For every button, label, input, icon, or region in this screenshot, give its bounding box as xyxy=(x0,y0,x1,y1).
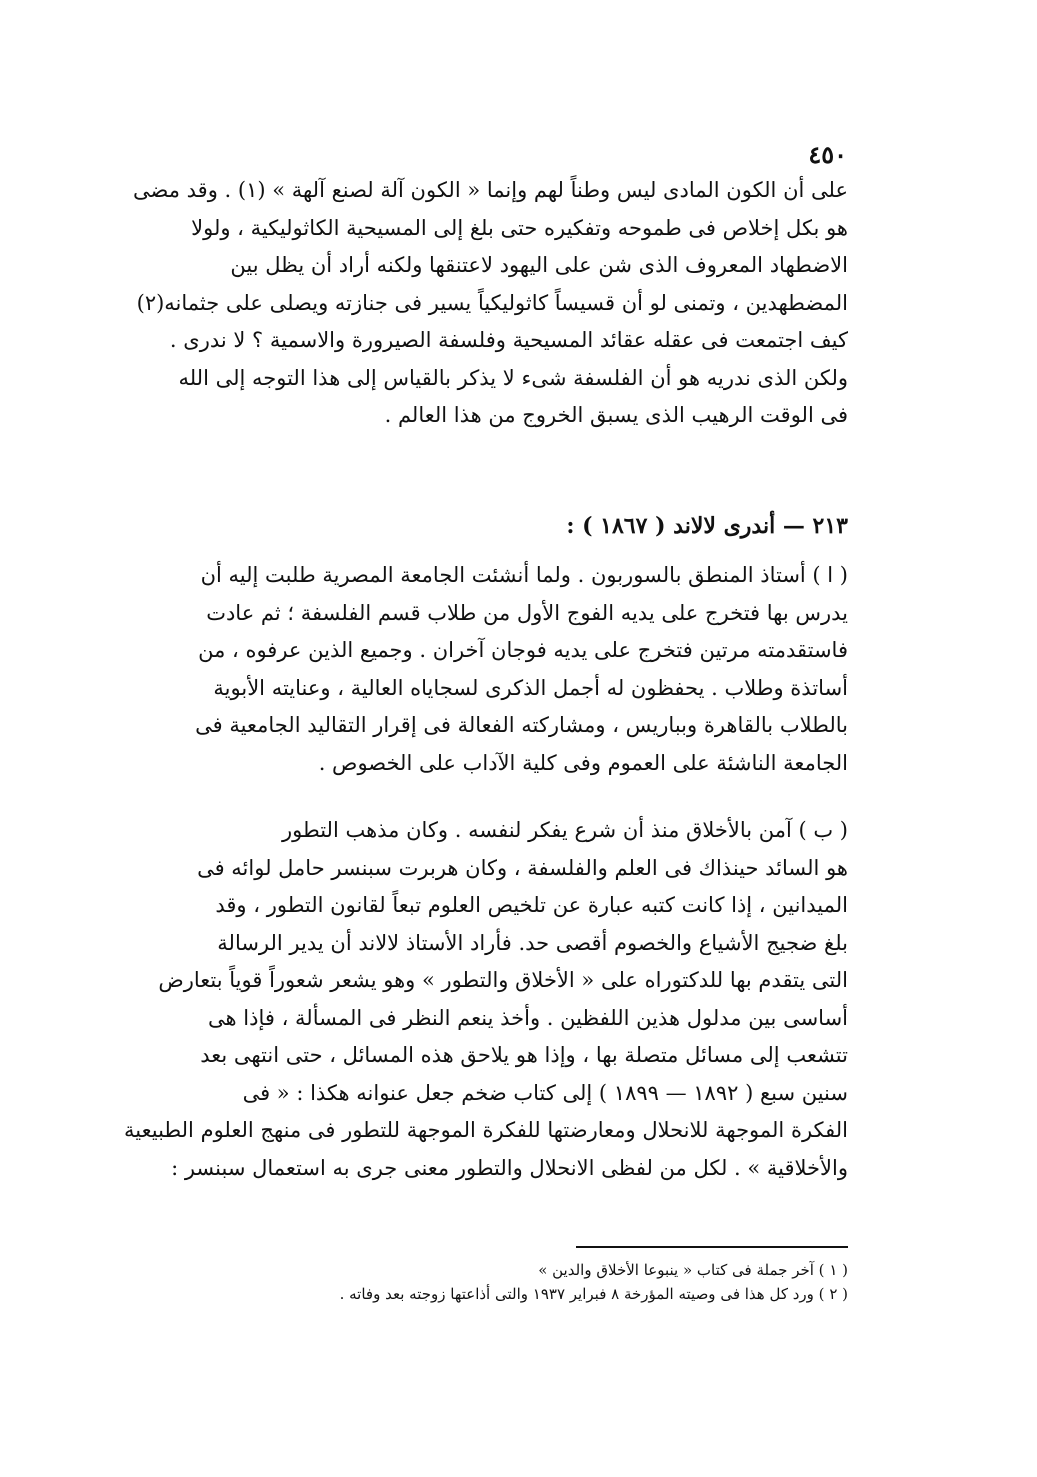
text-line: فى الوقت الرهيب الذى يسبق الخروج من هذا العالم . xyxy=(384,403,848,427)
text-line: على أن الكون المادى ليس وطناً لهم وإنما « الكون آلة لصنع آلهة » (١) . وقد مضى xyxy=(133,178,848,202)
text-line: أساتذة وطلاب . يحفظون له أجمل الذكرى لسجاياه العالية ، وعنايته الأبوية xyxy=(213,675,848,700)
text-line: فاستقدمته مرتين فتخرج على يديه فوجان آخران . وجميع الذين عرفوه ، من xyxy=(198,638,848,662)
text-line: سنين سبع ( ١٨٩٢ — ١٨٩٩ ) إلى كتاب ضخم جعل عنوانه هكذا : « فى xyxy=(242,1080,848,1105)
text-line: بالطلاب بالقاهرة وبباريس ، ومشاركته الفعالة فى إقرار التقاليد الجامعية فى xyxy=(195,713,848,737)
paragraph-a xyxy=(182,557,848,782)
footnote-divider xyxy=(576,1246,848,1248)
text-line: التى يتقدم بها للدكتوراه على « الأخلاق والتطور » وهو يشعر شعوراً قوياً بتعارض xyxy=(158,968,848,992)
text-line: هو السائد حينذاك فى العلم والفلسفة ، وكان هربرت سبنسر حامل لوائه فى xyxy=(197,855,848,880)
footnote-2: ( ٢ ) ورد كل هذا فى وصيته المؤرخة ٨ فبراير ١٩٣٧ والتى أذاعتها زوجته بعد وفاته . xyxy=(339,1285,848,1303)
text-line: ( ا ) أستاذ المنطق بالسوربون . ولما أنشئت الجامعة المصرية طلبت إليه أن xyxy=(200,563,848,587)
paragraph-b xyxy=(124,812,848,1187)
text-line: ( ب ) آمن بالأخلاق منذ أن شرع يفكر لنفسه . وكان مذهب التطور xyxy=(282,818,848,842)
footnotes xyxy=(182,1258,848,1306)
text-line: بلغ ضجيج الأشياع والخصوم أقصى حد. فأراد الأستاذ لالاند أن يدير الرسالة xyxy=(217,930,848,955)
text-line: هو بكل إخلاص فى طموحه وتفكيره حتى بلغ إلى المسيحية الكاثوليكية ، ولولا xyxy=(191,215,848,240)
text-line: يدرس بها فتخرج على يديه الفوج الأول من طلاب قسم الفلسفة ؛ ثم عادت xyxy=(206,600,848,625)
text-line: المضطهدين ، وتمنى لو أن قسيساً كاثوليكياً يسير فى جنازته ويصلى على جثمانه(٢) xyxy=(136,290,848,315)
text-line: الجامعة الناشئة على العموم وفى كلية الآداب على الخصوص . xyxy=(318,750,848,775)
text-line: الفكرة الموجهة للانحلال ومعارضتها للفكرة الموجهة للتطور فى منهج العلوم الطبيعية xyxy=(124,1118,848,1142)
intro-paragraph xyxy=(133,172,848,435)
text-line: كيف اجتمعت فى عقله عقائد المسيحية وفلسفة الصيرورة والاسمية ؟ لا ندرى . xyxy=(169,328,848,352)
page-number: ٤٥٠ xyxy=(808,140,847,169)
text-line: الاضطهاد المعروف الذى شن على اليهود لاعتنقها ولكنه أراد أن يظل بين xyxy=(230,253,848,277)
text-line: والأخلاقية » . لكل من لفظى الانحلال والتطور معنى جرى به استعمال سبنسر : xyxy=(171,1155,848,1180)
text-line: تتشعب إلى مسائل متصلة بها ، وإذا هو يلاحق هذه المسائل ، حتى انتهى بعد xyxy=(200,1043,848,1067)
text-line: أساسى بين مدلول هذين اللفظين . وأخذ ينعم النظر فى المسألة ، فإذا هى xyxy=(208,1005,848,1030)
section-heading: ٢١٣ — أندرى لالاند ( ١٨٦٧ ) : xyxy=(566,513,848,539)
footnote-1: ( ١ ) آخر جملة فى كتاب « ينبوعا الأخلاق والدين » xyxy=(538,1261,848,1279)
text-line: ولكن الذى ندريه هو أن الفلسفة شىء لا يذكر بالقياس إلى هذا التوجه إلى الله xyxy=(178,365,848,390)
text-line: الميدانين ، إذا كانت كتبه عبارة عن تلخيص العلوم تبعاً لقانون التطور ، وقد xyxy=(215,893,848,917)
